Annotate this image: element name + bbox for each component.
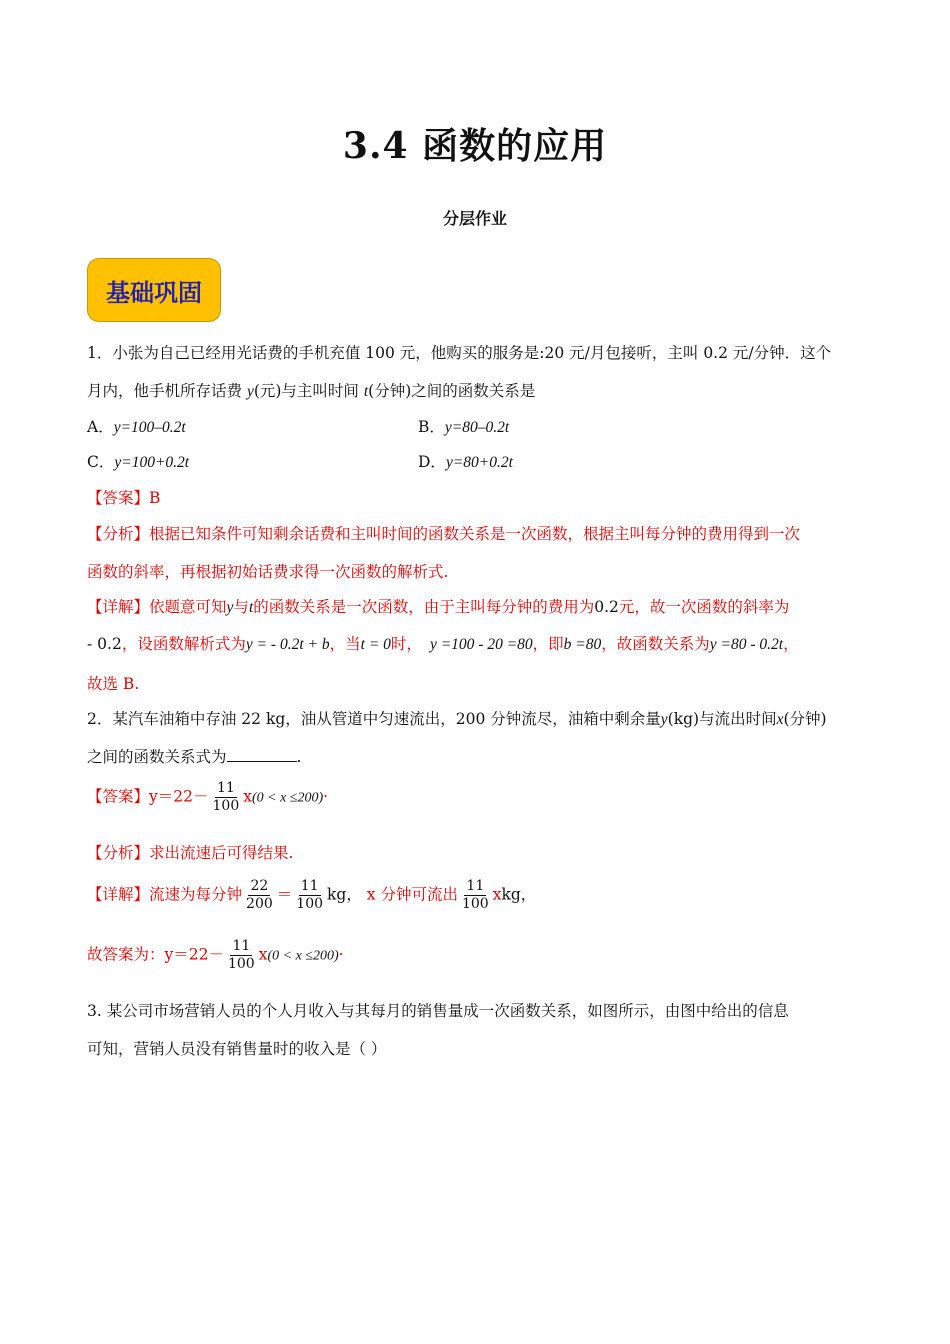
- q2-analysis: 【分析】求出流速后可得结果.: [87, 844, 294, 862]
- q1-analysis-line2: 函数的斜率，再根据初始话费求得一次函数的解析式.: [87, 563, 449, 581]
- q1-detail-line1: 【详解】依题意可知y与t的函数关系是一次函数，由于主叫每分钟的费用为0.2元，故一次函数的斜率为: [87, 598, 790, 616]
- fraction: $\frac{11}{100}$: [461, 878, 489, 912]
- page-subtitle: 分层作业: [442, 209, 507, 228]
- fraction: $\frac{22}{200}$: [246, 878, 273, 912]
- fraction: $\frac{11}{100}$: [212, 780, 240, 814]
- q1-analysis-line1: 【分析】根据已知条件可知剩余话费和主叫时间的函数关系是一次函数，根据主叫每分钟的费用得到一次: [87, 525, 801, 543]
- q1-answer: 【答案】B: [87, 489, 161, 507]
- section-badge: 基础巩固: [87, 258, 221, 322]
- q1-stem-line2: 月内，他手机所存话费 y(元)与主叫时间 t(分钟)之间的函数关系是: [87, 382, 536, 400]
- answer-blank: [227, 747, 297, 762]
- page-title: 3.4 函数的应用: [342, 125, 608, 167]
- q2-final-answer: 故答案为：y＝22－ $\frac{11}{100}$ x(0 < x ≤200)·: [87, 938, 344, 972]
- q3-stem-line2: 可知，营销人员没有销售量时的收入是（ ）: [87, 1040, 387, 1058]
- q1-stem-line1: 1．小张为自己已经用光话费的手机充值 100 元，他购买的服务是:20 元/月包接听，主叫 0.2 元/分钟．这个: [87, 344, 832, 362]
- q2-stem-line1: 2．某汽车油箱中存油 22 kg，油从管道中匀速流出，200 分钟流尽，油箱中剩余量y(kg)与流出时间x(分钟): [87, 710, 827, 728]
- q1-detail-line2: - 0.2，设函数解析式为y = - 0.2t + b，当t = 0时， y =100 - 20 =80，即b =80，故函数关系为y =80 - 0.2t，: [87, 635, 799, 653]
- q1-option-c: C．y=100+0.2t: [87, 453, 190, 471]
- q2-stem-line2: 之间的函数关系式为 .: [87, 748, 302, 766]
- fraction: $\frac{11}{100}$: [296, 878, 324, 912]
- q1-option-b: B．y=80–0.2t: [418, 418, 510, 436]
- q2-answer: 【答案】y＝22－ $\frac{11}{100}$ x(0 < x ≤200)·: [87, 780, 329, 814]
- q1-detail-line3: 故选 B.: [87, 675, 140, 693]
- fraction: $\frac{11}{100}$: [227, 938, 255, 972]
- q1-option-a: A．y=100–0.2t: [87, 418, 186, 436]
- q1-option-d: D．y=80+0.2t: [418, 453, 513, 471]
- q3-stem-line1: 3. 某公司市场营销人员的个人月收入与其每月的销售量成一次函数关系，如图所示，由图中给出的信息: [87, 1002, 789, 1020]
- q2-detail: 【详解】流速为每分钟 $\frac{22}{200}$ ＝ $\frac{11}{100}$ kg， x 分钟可流出 $\frac{11}{100}$ xkg，: [87, 878, 537, 912]
